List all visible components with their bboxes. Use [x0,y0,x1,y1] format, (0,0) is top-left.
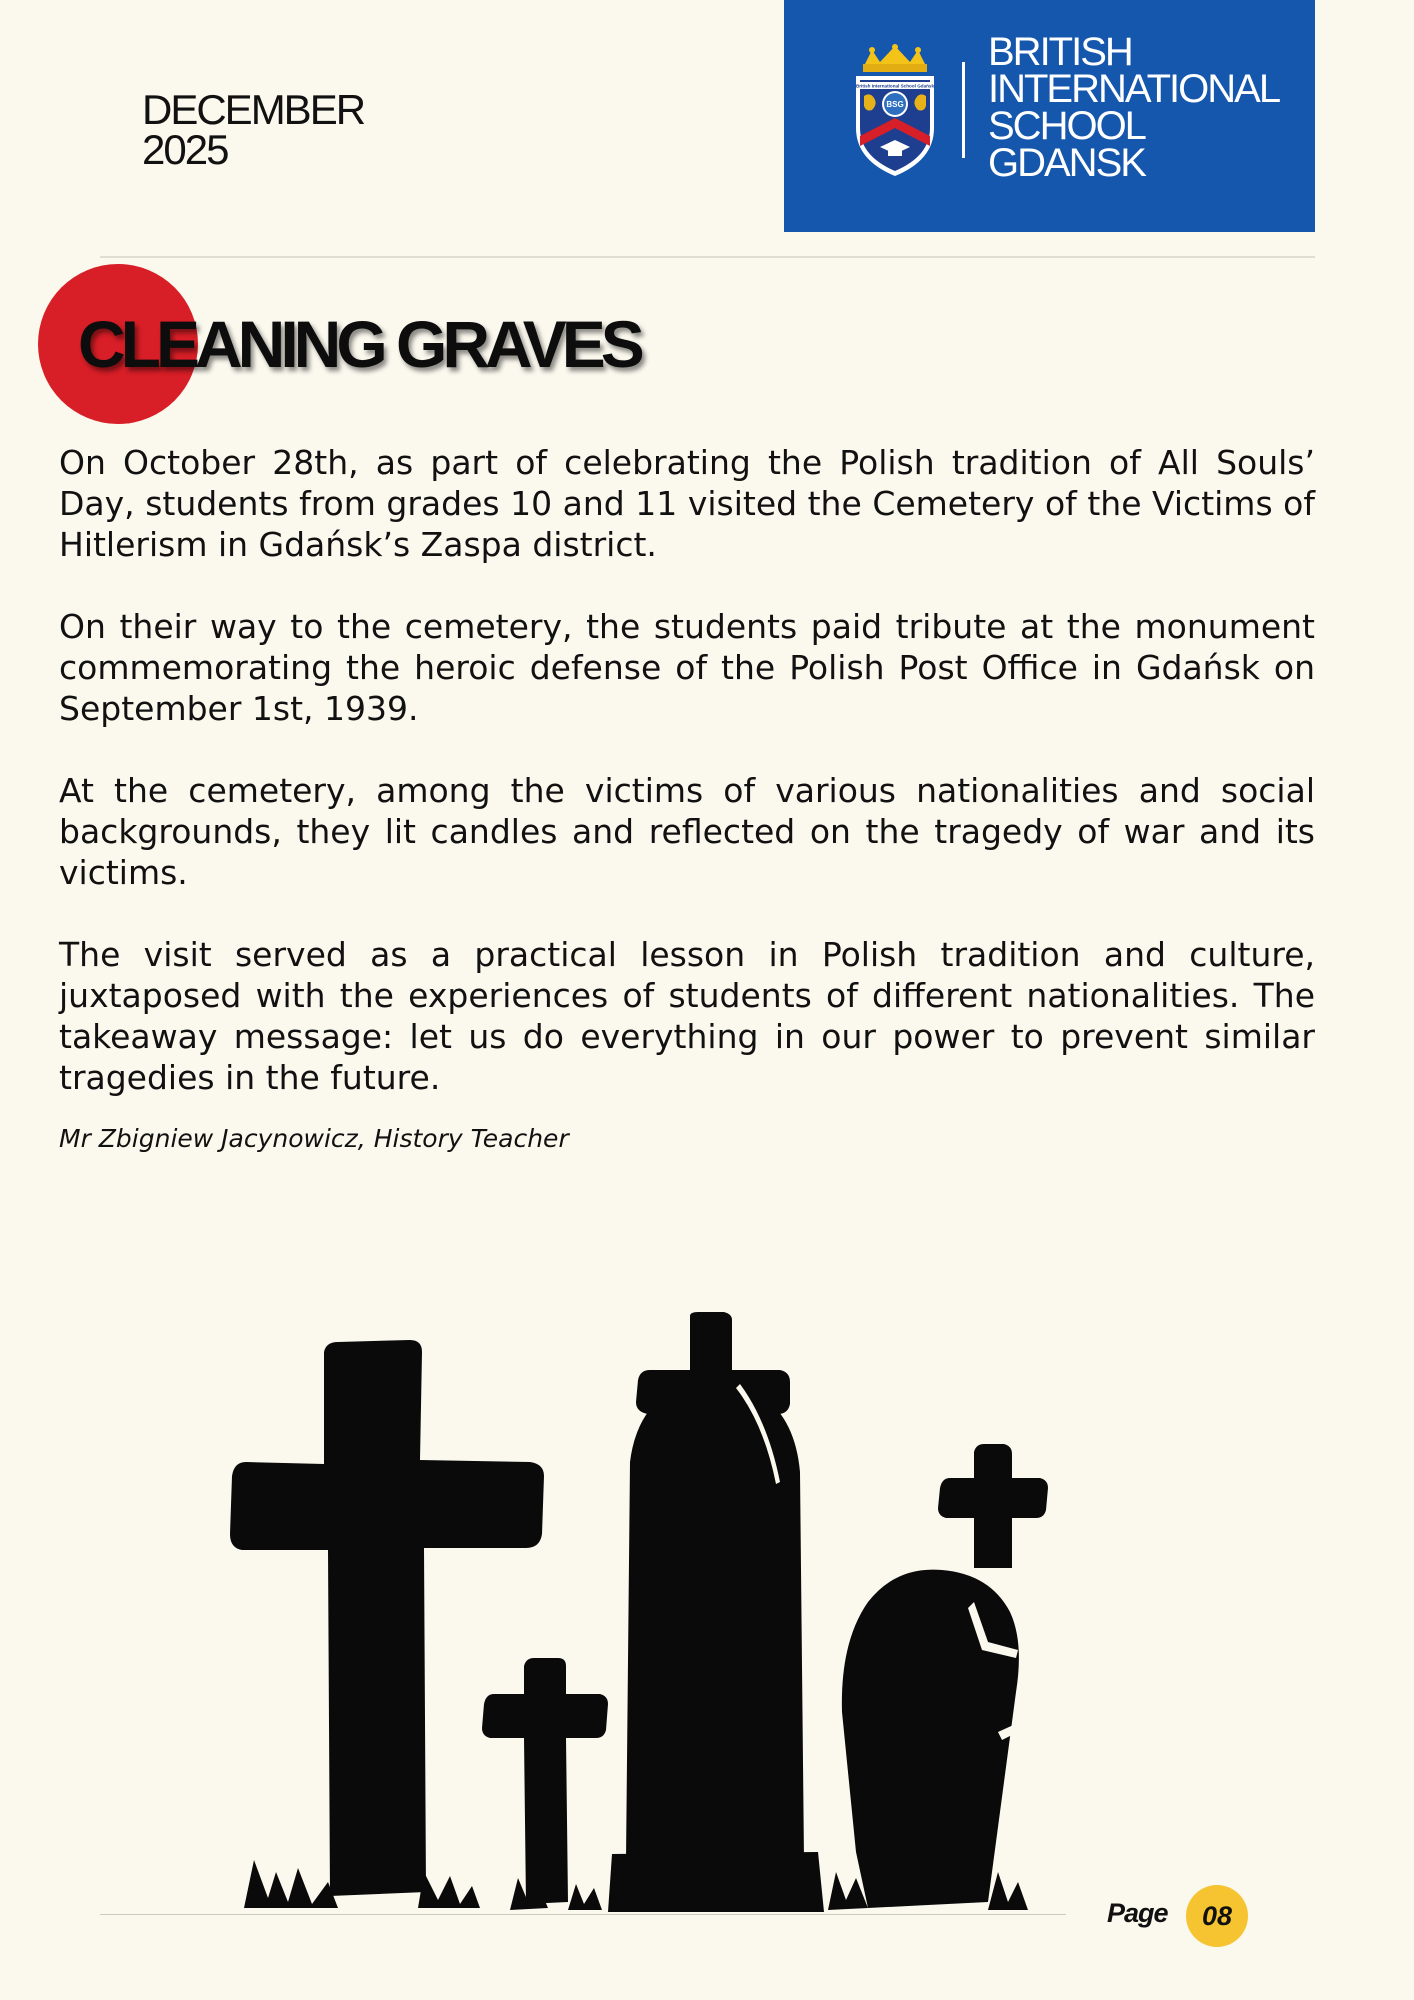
school-name-line: GDANSK [988,141,1145,185]
brand-divider [962,62,965,158]
footer-divider [100,1914,1066,1915]
school-name [988,30,1280,185]
crest-motto: British International School Gdańsk [855,83,935,89]
article-paragraph: On their way to the cemetery, the students paid tribute at the monument commemorating the heroic defense of the Polish Post Office in Gdańsk on September 1st, 1939. [59,607,1315,728]
article-title: CLEANING GRAVES [78,307,640,381]
article-paragraph: At the cemetery, among the victims of various nationalities and social backgrounds, they lit candles and reflected on the tragedy of war and its victims. [59,771,1315,892]
crest-monogram: BSG [886,100,904,109]
school-crest-icon [850,44,940,178]
school-name-line: INTERNATIONAL [988,67,1280,111]
issue-date [142,86,365,173]
page-label: Page [1107,1898,1168,1928]
issue-year: 2025 [142,126,228,173]
school-name-line: BRITISH [988,30,1132,74]
issue-month: DECEMBER [142,86,365,133]
article-paragraph: The visit served as a practical lesson in Polish tradition and culture, juxtaposed with the experiences of students of different nationalities. The takeaway message: let us do everything in our power to prevent similar tragedies in the future. [59,935,1315,1097]
page-number-badge: 08 [1186,1885,1248,1947]
article-paragraph: On October 28th, as part of celebrating the Polish tradition of All Souls’ Day, students from grades 10 and 11 visited the Cemetery of the Victims of Hitlerism in Gdańsk’s Zaspa district. [59,443,1315,564]
graveyard-silhouette-icon [228,1312,1078,1924]
school-brand-banner [784,0,1315,232]
article-signature: Mr Zbigniew Jacynowicz, History Teacher [59,1124,569,1153]
header-divider [100,256,1315,258]
article-body [59,442,1315,1098]
school-name-line: SCHOOL [988,104,1145,148]
